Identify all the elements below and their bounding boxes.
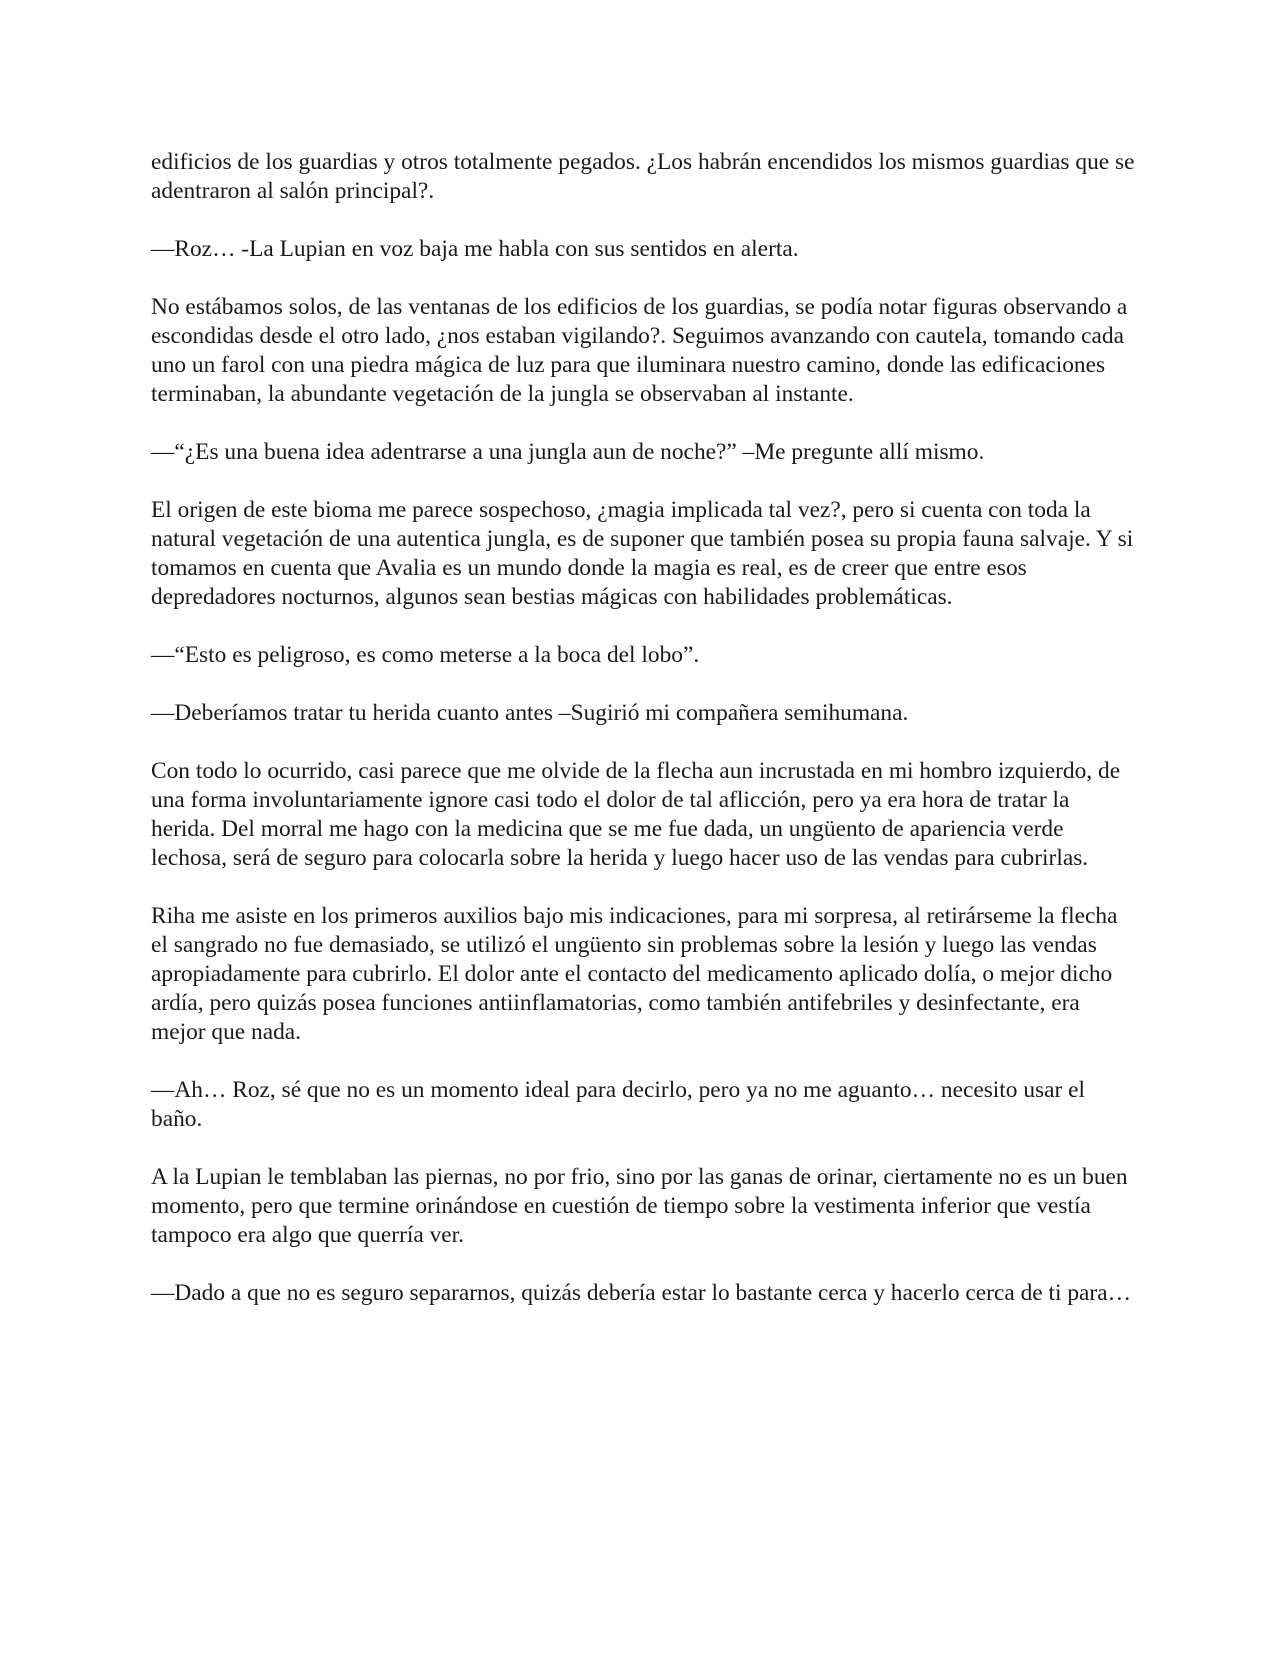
paragraph: —Roz… -La Lupian en voz baja me habla con sus sentidos en alerta. [151, 236, 799, 262]
paragraph: No estábamos solos, de las ventanas de los edificios de los guardias, se podía notar figuras observando a escondidas desde el otro lado, ¿nos estaban vigilando?. Seguimos avanzando con cautela, tomando cada uno un farol con una piedra mágica de luz para que iluminara nuestro camino, donde las edificaciones terminaban, la abundante vegetación de la jungla se observaban al instante. [151, 294, 1128, 407]
paragraph: edificios de los guardias y otros totalmente pegados. ¿Los habrán encendidos los mismos guardias que se adentraron al salón principal?. [151, 149, 1135, 204]
paragraph: —Deberíamos tratar tu herida cuanto antes –Sugirió mi compañera semihumana. [151, 700, 909, 726]
paragraph: A la Lupian le temblaban las piernas, no por frio, sino por las ganas de orinar, ciertamente no es un buen momento, pero que termine orinándose en cuestión de tiempo sobre la vestimenta inferior que vestía tampoco era algo que querría ver. [151, 1164, 1128, 1248]
paragraph: El origen de este bioma me parece sospechoso, ¿magia implicada tal vez?, pero si cuenta con toda la natural vegetación de una autentica jungla, es de suponer que también posea su propia fauna salvaje. Y si tomamos en cuenta que Avalia es un mundo donde la magia es real, es de creer que entre esos depredadores nocturnos, algunos sean bestias mágicas con habilidades problemáticas. [151, 497, 1134, 610]
paragraph: Riha me asiste en los primeros auxilios bajo mis indicaciones, para mi sorpresa, al retirárseme la flecha el sangrado no fue demasiado, se utilizó el ungüento sin problemas sobre la lesión y luego las vendas apropiadamente para cubrirlo. El dolor ante el contacto del medicamento aplicado dolía, o mejor dicho ardía, pero quizás posea funciones antiinflamatorias, como también antifebriles y desinfectante, era mejor que nada. [151, 903, 1118, 1045]
paragraph: —“Esto es peligroso, es como meterse a la boca del lobo”. [151, 642, 700, 668]
document-page [151, 148, 1136, 1337]
paragraph: Con todo lo ocurrido, casi parece que me olvide de la flecha aun incrustada en mi hombro izquierdo, de una forma involuntariamente ignore casi todo el dolor de tal aflicción, pero ya era hora de tratar la herida. Del morral me hago con la medicina que se me fue dada, un ungüento de apariencia verde lechosa, será de seguro para colocarla sobre la herida y luego hacer uso de las vendas para cubrirlas. [151, 758, 1121, 871]
paragraph: —“¿Es una buena idea adentrarse a una jungla aun de noche?” –Me pregunte allí mismo. [151, 439, 985, 465]
paragraph: —Ah… Roz, sé que no es un momento ideal para decirlo, pero ya no me aguanto… necesito usar el baño. [151, 1077, 1086, 1132]
paragraph: —Dado a que no es seguro separarnos, quizás debería estar lo bastante cerca y hacerlo cerca de ti para… [151, 1280, 1131, 1306]
